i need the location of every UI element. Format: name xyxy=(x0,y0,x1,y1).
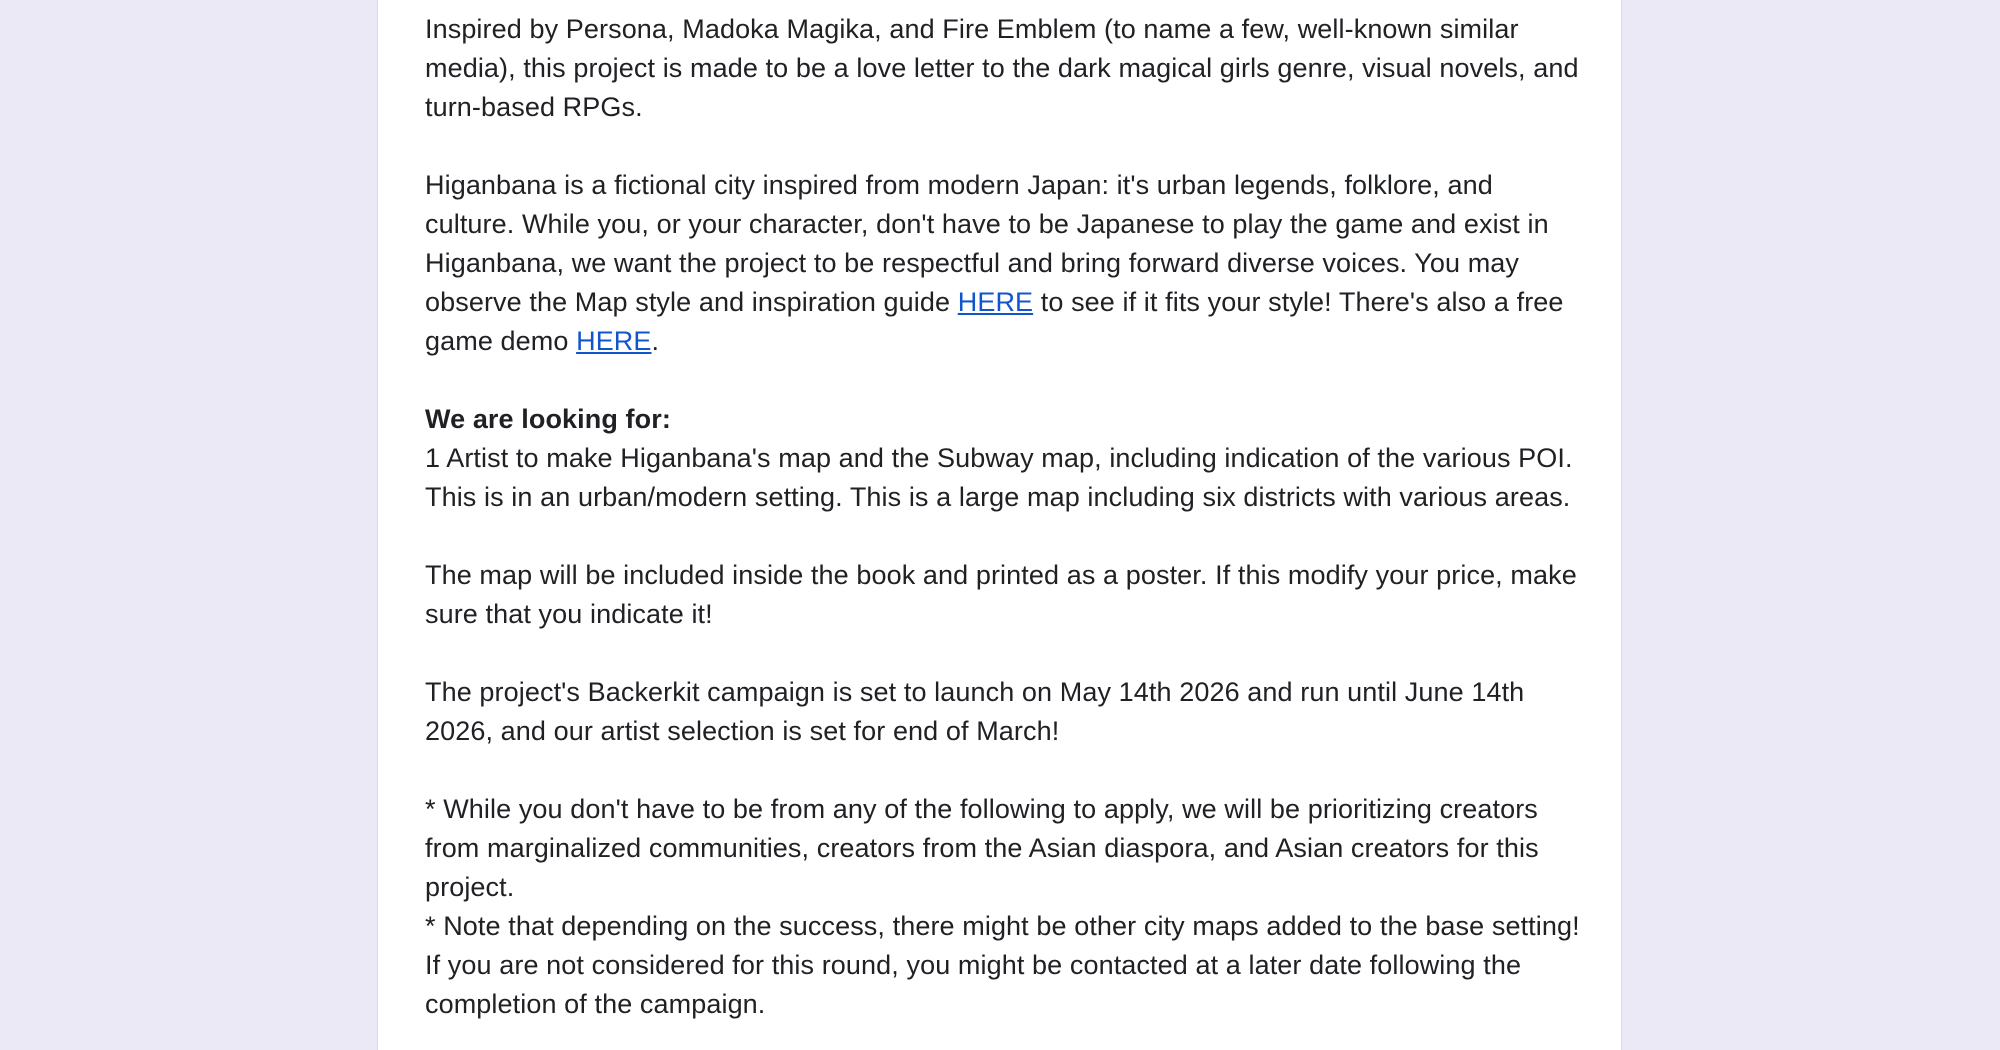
paragraph-gap xyxy=(425,751,1585,790)
setting-text: Higanbana is a fictional city inspired from modern Japan: it's urban legends, folklore, and culture. While you, or your character, don't have to be Japanese to play the game and exist in Higanbana, we want the project to be respectful and bring forward diverse voices. You may observe the Map style and inspiration guide xyxy=(425,170,1549,317)
setting-paragraph xyxy=(425,166,1585,361)
intro-paragraph: Inspired by Persona, Madoka Magika, and Fire Emblem (to name a few, well-known similar media), this project is made to be a love letter to the dark magical girls genre, visual novels, and turn-based RPGs. xyxy=(425,14,1579,122)
paragraph-gap xyxy=(425,127,1585,166)
form-description xyxy=(425,10,1585,1024)
looking-for-heading: We are looking for: xyxy=(425,404,671,434)
setting-text-middle: to see if it fits your style! There's also a free game demo xyxy=(425,287,1564,356)
paragraph-gap xyxy=(425,361,1585,400)
setting-text-end: . xyxy=(651,326,660,356)
future-maps-note: * Note that depending on the success, there might be other city maps added to the base setting! If you are not considered for this round, you might be contacted at a later date following the completion of the campaign. xyxy=(425,911,1580,1019)
game-demo-link[interactable]: HERE xyxy=(576,326,652,356)
form-description-card xyxy=(377,0,1622,1050)
style-guide-link[interactable]: HERE xyxy=(957,287,1034,317)
campaign-paragraph: The project's Backerkit campaign is set to launch on May 14th 2026 and run until June 14th 2026, and our artist selection is set for end of March! xyxy=(425,677,1525,746)
print-paragraph: The map will be included inside the book and printed as a poster. If this modify your price, make sure that you indicate it! xyxy=(425,560,1577,629)
priority-note: * While you don't have to be from any of the following to apply, we will be prioritizing creators from marginalized communities, creators from the Asian diaspora, and Asian creators for this project. xyxy=(425,794,1539,902)
paragraph-gap xyxy=(425,517,1585,556)
looking-for-text: 1 Artist to make Higanbana's map and the Subway map, including indication of the various POI. This is in an urban/modern setting. This is a large map including six districts with various areas. xyxy=(425,443,1573,512)
paragraph-gap xyxy=(425,634,1585,673)
